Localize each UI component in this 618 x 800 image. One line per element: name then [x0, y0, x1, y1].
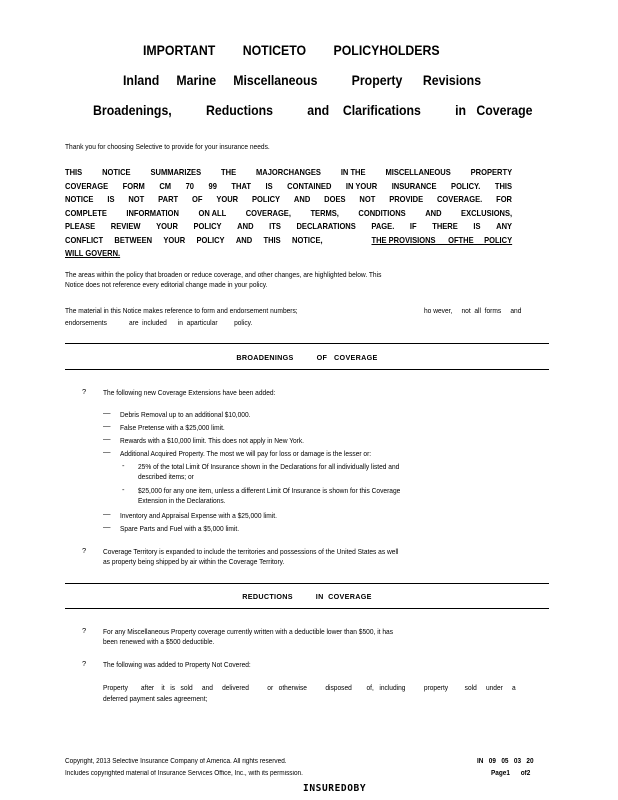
rule-broadenings-top: [65, 343, 549, 344]
notice-row: [65, 166, 512, 180]
rule-broadenings-bottom: [65, 369, 549, 370]
reduction-deductible: [103, 627, 393, 647]
notice-word: 70: [185, 181, 194, 191]
areas-line-2: Notice does not reference every editorial change made in your policy.: [65, 280, 268, 289]
notice-word: IN THE: [340, 168, 366, 177]
notice-word: 99: [208, 181, 217, 191]
acquired-option-1: [138, 462, 399, 482]
notice-word: POLICY: [252, 195, 281, 204]
notice-word: THAT: [231, 181, 251, 191]
notice-row: [65, 220, 512, 234]
extension-spare-parts: Spare Parts and Fuel with a $5,000 limit.: [120, 524, 240, 533]
territory-line-2: as property being shipped by air within the Coverage Territory.: [103, 557, 285, 566]
notice-word: CONFLICT: [65, 235, 104, 245]
notice-word: CM: [159, 181, 172, 191]
dash-marker: —: [103, 447, 111, 456]
section-broadenings-heading: BROADENINGS OF COVERAGE: [236, 353, 378, 362]
rule-reductions-bottom: [65, 608, 549, 609]
notice-word: POLICY: [196, 235, 225, 245]
extension-inventory: Inventory and Appraisal Expense with a $25,000 limit.: [120, 511, 277, 520]
territory-paragraph: [103, 547, 398, 567]
reduction-not-covered: The following was added to Property Not Covered:: [103, 660, 251, 669]
bullet-marker: ?: [82, 387, 87, 396]
notice-word: BETWEEN: [114, 235, 153, 245]
notice-row: [65, 180, 512, 194]
notice-word: ON ALL: [198, 208, 227, 218]
notice-will-govern: WILL GOVERN.: [65, 249, 121, 258]
notice-word: AND: [293, 195, 311, 204]
intro-text: Thank you for choosing Selective to provide for your insurance needs.: [65, 142, 270, 151]
notice-word: IS: [107, 195, 115, 204]
notice-word: DOES: [324, 195, 346, 204]
material-line-1: The material in this Notice makes reference to form and endorsement numbers;: [65, 306, 298, 315]
notice-word: PROVIDE: [389, 195, 424, 204]
title-line-1: IMPORTANT NOTICETO POLICYHOLDERS: [143, 42, 440, 58]
notice-word: CONTAINED: [287, 181, 332, 191]
acquired-option-1-line-2: described items; or: [138, 472, 194, 481]
notice-row: [65, 193, 512, 207]
notice-word: PROPERTY: [470, 168, 513, 177]
notice-word: ITS: [269, 222, 281, 231]
material-line-2: endorsements are included in aparticular policy.: [65, 318, 253, 327]
notice-word: FOR: [496, 195, 513, 204]
notice-word: IN YOUR: [345, 181, 378, 191]
acquired-option-2-line-1: $25,000 for any one item, unless a different Limit Of Insurance is shown for this Coverage: [138, 486, 401, 495]
footer-iso-notice: Includes copyrighted material of Insurance Services Office, Inc., with its permission.: [65, 770, 303, 777]
extension-rewards: Rewards with a $10,000 limit. This does not apply in New York.: [120, 436, 305, 445]
notice-word: MAJORCHANGES: [256, 168, 321, 177]
notice-word: REVIEW: [110, 222, 141, 231]
notice-provisions-text: THE PROVISIONS OFTHE POLICY: [371, 235, 513, 245]
extension-false-pretense: False Pretense with a $25,000 limit.: [120, 423, 225, 432]
notice-word: YOUR: [216, 195, 239, 204]
notice-word: AND: [425, 208, 442, 218]
title-line-2: Inland Marine Miscellaneous Property Revisions: [123, 72, 482, 88]
notice-word: PLEASE: [65, 222, 96, 231]
notice-word: PAGE.: [371, 222, 395, 231]
notice-word: AND: [235, 235, 253, 245]
dash-marker: —: [103, 421, 111, 430]
notice-word: ANY: [496, 222, 513, 231]
reduction-deductible-line-2: been renewed with a $500 deductible.: [103, 637, 215, 646]
notice-word: COMPLETE: [65, 208, 107, 218]
rule-reductions-top: [65, 583, 549, 584]
acquired-option-2-line-2: Extension in the Declarations.: [138, 496, 226, 505]
property-line-1: Property after it is sold and delivered or otherwise disposed of, including property sold under a: [103, 683, 516, 692]
material-line-1b: ho wever, not all forms and: [424, 306, 522, 315]
areas-paragraph: [65, 270, 381, 290]
property-line-2: deferred payment sales agreement;: [103, 694, 208, 703]
notice-word: THIS: [263, 235, 281, 245]
notice-word: PART: [158, 195, 179, 204]
watermark-stamp: INSUREDOBY: [303, 783, 367, 794]
notice-word: DECLARATIONS: [296, 222, 356, 231]
bullet-marker: ?: [82, 546, 87, 555]
notice-word: YOUR: [156, 222, 178, 231]
notice-word: MISCELLANEOUS: [385, 168, 451, 177]
notice-word: YOUR: [163, 235, 186, 245]
notice-word: SUMMARIZES: [150, 168, 202, 177]
notice-word: IF: [409, 222, 417, 231]
notice-word: NOT: [128, 195, 145, 204]
notice-word: CONDITIONS: [358, 208, 406, 218]
dash-marker: —: [103, 434, 111, 443]
notice-word: THIS: [494, 181, 513, 191]
notice-word: TERMS,: [310, 208, 339, 218]
notice-word: COVERAGE: [65, 181, 109, 191]
notice-word: POLICY: [193, 222, 222, 231]
areas-line-1: The areas within the policy that broaden or reduce coverage, and other changes, are highlighted below. This: [65, 270, 382, 279]
dash-marker: —: [103, 509, 111, 518]
territory-line-1: Coverage Territory is expanded to include the territories and possessions of the United States as well: [103, 547, 399, 556]
broadening-intro: The following new Coverage Extensions have been added:: [103, 388, 276, 397]
notice-word: OF: [192, 195, 203, 204]
notice-conflict-row: [65, 234, 512, 248]
title-line-3: Broadenings, Reductions and Clarifications in Coverage: [93, 102, 533, 118]
form-number: IN 09 05 03 20: [477, 758, 534, 765]
notice-summary-block: [65, 166, 512, 261]
dash-marker: —: [103, 408, 111, 417]
notice-word: IS: [473, 222, 481, 231]
notice-word: NOTICE: [102, 168, 131, 177]
notice-word: FORM: [122, 181, 145, 191]
notice-word: INSURANCE: [391, 181, 437, 191]
reduction-deductible-line-1: For any Miscellaneous Property coverage currently written with a deductible lower than $500, it has: [103, 627, 394, 636]
bullet-marker: ?: [82, 626, 87, 635]
notice-word: NOTICE: [65, 195, 94, 204]
notice-word: THIS: [65, 168, 83, 177]
notice-word: THERE: [432, 222, 458, 231]
notice-word: POLICY.: [451, 181, 481, 191]
dash-marker: —: [103, 522, 111, 531]
notice-word: COVERAGE.: [436, 195, 483, 204]
acquired-option-2: [138, 486, 400, 506]
bullet-marker: ?: [82, 659, 87, 668]
notice-word: AND: [237, 222, 254, 231]
notice-word: EXCLUSIONS,: [461, 208, 513, 218]
extension-acquired-property: Additional Acquired Property. The most we will pay for loss or damage is the lesser or:: [120, 449, 372, 458]
notice-word: NOT: [359, 195, 376, 204]
notice-word: COVERAGE,: [245, 208, 291, 218]
sub-marker: -: [122, 461, 125, 470]
notice-word: IS: [265, 181, 273, 191]
section-reductions-heading: REDUCTIONS IN COVERAGE: [242, 592, 372, 601]
notice-word: THE: [221, 168, 237, 177]
notice-word: INFORMATION: [126, 208, 179, 218]
acquired-option-1-line-1: 25% of the total Limit Of Insurance shown in the Declarations for all individually listed and: [138, 462, 400, 471]
footer-copyright: Copyright, 2013 Selective Insurance Company of America. All rights reserved.: [65, 758, 287, 765]
sub-marker: -: [122, 485, 125, 494]
notice-row: [65, 207, 512, 221]
notice-word: NOTICE,: [292, 235, 323, 245]
page-number: Page1 of2: [491, 770, 531, 777]
extension-debris: Debris Removal up to an additional $10,000.: [120, 410, 251, 419]
